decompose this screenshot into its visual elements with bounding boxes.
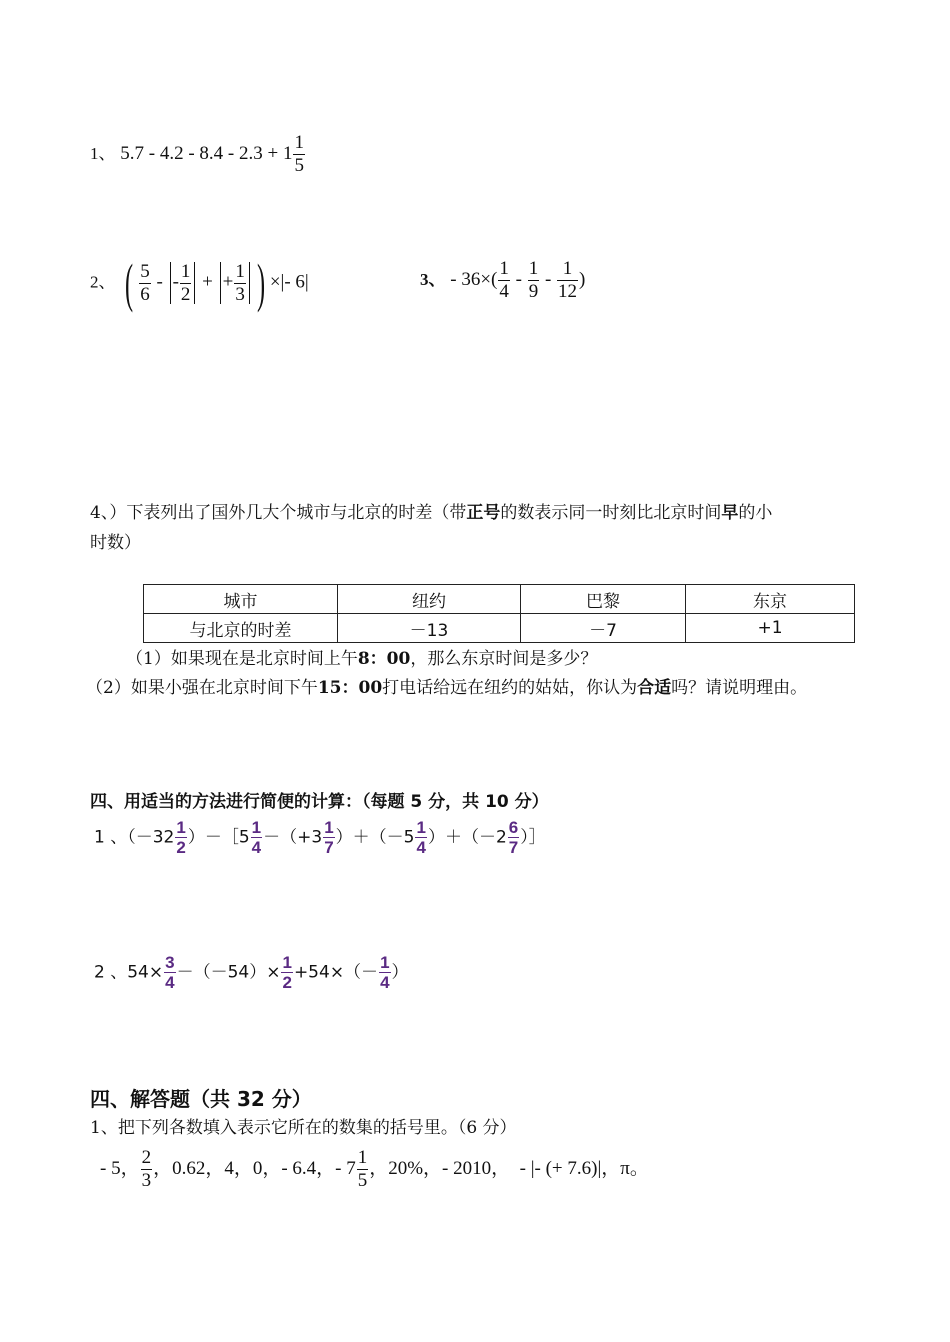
section-title: 四、用适当的方法进行简便的计算：（每题 5 分，共 10 分） <box>90 792 549 812</box>
close-paren: ) <box>579 268 586 290</box>
table-header: 城市 <box>144 585 338 614</box>
fraction: $\frac{1}{4}$ <box>251 818 262 857</box>
fraction: $\frac{5}{6}$ <box>140 260 150 305</box>
calc-1: 1 、（－32 $\frac{1}{2}$ ）－［5 $\frac{1}{4}$ －（+3 $\frac{1}{7}$ ）＋（－5 $\frac{1}{4}$ ）＋（－2 $\frac{6}{7}$ ）］ <box>94 818 546 857</box>
operator: - <box>515 268 522 290</box>
fraction: $\frac{1}{5}$ <box>294 132 304 176</box>
table-cell: －13 <box>338 614 521 643</box>
emphasis: 早 <box>721 503 739 523</box>
table-header: 纽约 <box>338 585 521 614</box>
number-list: - 5， $\frac{2}{3}$ ，0.62，4，0，- 6.4，- 7 $\frac{1}{5}$ ，20%，- 2010， - |- (+ 7.6)|，π。 <box>100 1147 649 1191</box>
operator: + <box>202 271 213 293</box>
fraction: $\frac{1}{5}$ <box>357 1147 368 1191</box>
operator: - <box>172 271 179 293</box>
fraction: $\frac{1}{2}$ <box>282 953 292 992</box>
problem-2 <box>90 253 309 313</box>
fraction: $\frac{1}{9}$ <box>528 258 539 302</box>
calc-2: 2 、54× $\frac{3}{4}$ －（－54）× $\frac{1}{2}$ +54×（－ $\frac{1}{4}$ ） <box>94 953 409 992</box>
problem-3 <box>420 258 585 303</box>
question-1: 1、把下列各数填入表示它所在的数集的括号里。（6 分） <box>90 1118 517 1138</box>
problem-number: 1、 <box>90 143 116 163</box>
abs-bar <box>170 262 171 304</box>
table-row <box>144 614 855 643</box>
table-header: 巴黎 <box>521 585 686 614</box>
problem-number: 3、 <box>420 269 446 289</box>
left-paren: ( <box>125 253 134 313</box>
fraction: $\frac{1}{2}$ <box>176 818 186 857</box>
table-row <box>144 585 855 614</box>
abs-bar <box>194 262 195 304</box>
expression: - 36×( <box>450 268 498 290</box>
table-cell: 与北京的时差 <box>144 614 338 643</box>
problem-number: 2、 <box>90 272 116 292</box>
fraction: $\frac{1}{7}$ <box>324 818 334 857</box>
operator: - <box>544 268 552 290</box>
table-header: 东京 <box>686 585 855 614</box>
question-4-line1: 4、）下表列出了国外几大个城市与北京的时差（带正号的数表示同一时刻比北京时间早的小 <box>90 503 773 523</box>
problem-1 <box>90 132 306 177</box>
operator: + <box>222 271 234 293</box>
fraction: $\frac{3}{4}$ <box>165 953 175 992</box>
emphasis: 正号 <box>466 503 501 523</box>
right-paren: ) <box>256 253 265 313</box>
fraction: $\frac{2}{3}$ <box>141 1147 152 1191</box>
table-cell: +1 <box>686 614 855 643</box>
fraction: $\frac{1}{12}$ <box>558 258 578 302</box>
sub-question-1: （1）如果现在是北京时间上午8：00，那么东京时间是多少？ <box>126 649 598 669</box>
section-title: 四、解答题（共 32 分） <box>90 1087 312 1111</box>
expression: ×|- 6| <box>269 271 309 293</box>
expression: 5.7 - 4.2 - 8.4 - 2.3 + 1 <box>120 142 293 164</box>
abs-bar <box>220 262 221 304</box>
abs-bar <box>249 262 250 304</box>
table-cell: －7 <box>521 614 686 643</box>
fraction: $\frac{1}{4}$ <box>499 258 509 302</box>
fraction: $\frac{1}{3}$ <box>235 260 245 305</box>
fraction: $\frac{6}{7}$ <box>508 818 519 857</box>
sub-question-2: （2）如果小强在北京时间下午15：00打电话给远在纽约的姑姑，你认为合适吗？请说明理由。 <box>86 678 808 698</box>
fraction: $\frac{1}{4}$ <box>380 953 390 992</box>
timezone-table <box>143 584 855 643</box>
fraction: $\frac{1}{2}$ <box>180 260 191 305</box>
question-4-line2: 时数） <box>90 533 141 553</box>
operator: - <box>156 271 163 293</box>
fraction: $\frac{1}{4}$ <box>416 818 426 857</box>
